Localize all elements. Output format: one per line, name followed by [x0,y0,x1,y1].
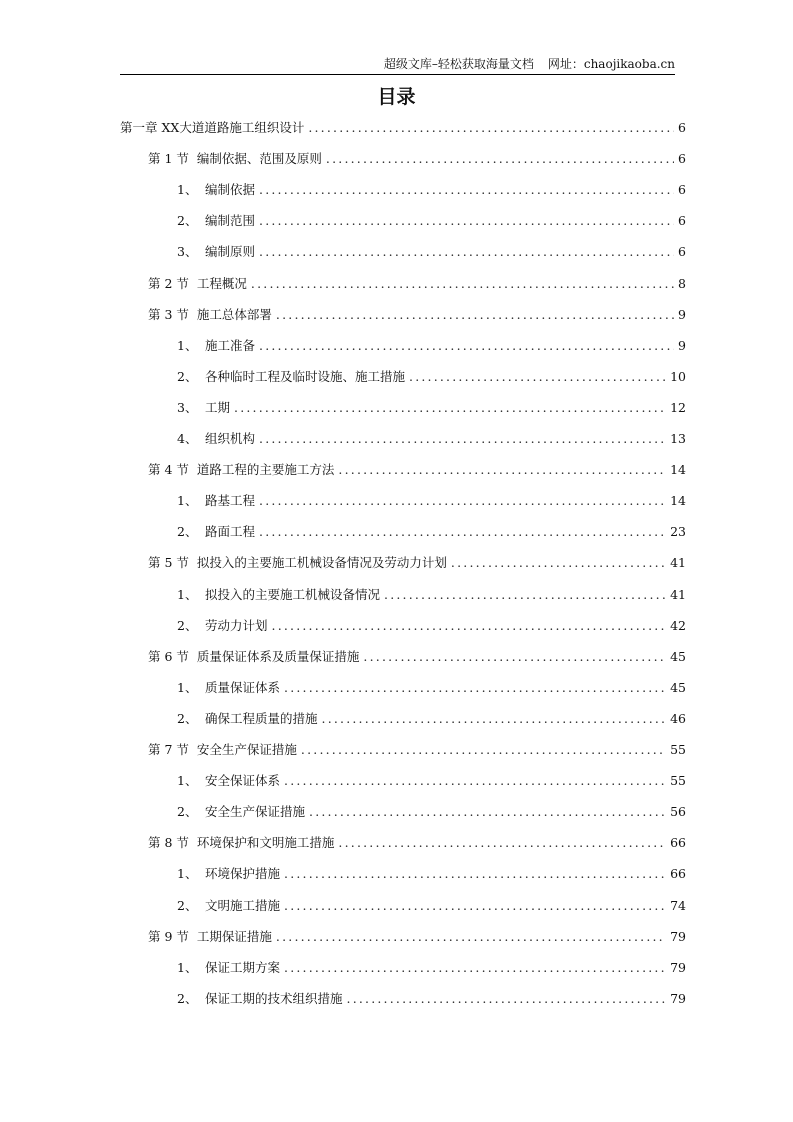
toc-entry-page: 42 [670,617,686,633]
toc-entry[interactable] [148,927,686,947]
toc-entry-title: 安全保证体系 [205,773,281,789]
toc-leader-dots [259,211,674,231]
toc-leader-dots [409,367,666,387]
toc-entry[interactable] [177,678,686,698]
toc-entry-number: 2、 [177,710,198,726]
toc-entry-number: 2、 [177,990,198,1006]
toc-entry-page: 6 [678,182,686,198]
toc-entry[interactable] [177,242,686,262]
toc-entry-page: 45 [670,648,686,664]
toc-entry-number: 2、 [177,213,198,229]
toc-entry-title: 拟投入的主要施工机械设备情况及劳动力计划 [196,555,447,571]
toc-entry[interactable] [177,367,686,387]
toc-entry-number: 第 2 节 [148,275,189,291]
toc-leader-dots [284,896,666,916]
toc-entry-number: 2、 [177,368,198,384]
toc-entry-title: 安全生产保证措施 [205,804,306,820]
toc-leader-dots [301,740,666,760]
toc-entry-page: 6 [678,120,686,135]
toc-leader-dots [259,336,674,356]
toc-entry-page: 45 [670,679,686,695]
toc-leader-dots [259,242,674,262]
toc-entry-number: 第 4 节 [148,462,189,478]
toc-entry-title: 环境保护措施 [205,866,281,882]
toc-entry-page: 55 [670,773,686,789]
toc-entry-page: 9 [678,337,686,353]
toc-entry-number: 1、 [177,337,198,353]
toc-entry-title: 施工准备 [205,337,256,353]
toc-entry[interactable] [177,398,686,418]
toc-entry-number: 1、 [177,182,198,198]
toc-entry-page: 8 [678,275,686,291]
toc-leader-dots [259,522,666,542]
toc-leader-dots [284,958,666,978]
toc-entry-page: 66 [670,835,686,851]
toc-leader-dots [251,274,674,294]
toc-entry-number: 2、 [177,617,198,633]
toc-leader-dots [284,771,666,791]
toc-leader-dots [259,429,666,449]
toc-entry-page: 23 [670,524,686,540]
toc-entry-number: 第一章 [120,120,158,135]
toc-entry[interactable] [148,740,686,760]
toc-entry-title: 路基工程 [205,493,256,509]
toc-entry-title: 工期 [205,399,231,415]
toc-entry[interactable] [177,864,686,884]
toc-entry[interactable] [148,149,686,169]
toc-entry[interactable] [177,989,686,1009]
toc-leader-dots [259,491,666,511]
toc-entry-title: 质量保证体系及质量保证措施 [196,648,360,664]
toc-entry-number: 1、 [177,493,198,509]
toc-entry[interactable] [177,802,686,822]
toc-entry-title: 工程概况 [196,275,247,291]
toc-entry-number: 1、 [177,959,198,975]
toc-entry-title: 安全生产保证措施 [196,742,297,757]
toc-leader-dots [338,460,666,480]
toc-entry[interactable] [148,833,686,853]
toc-entry-page: 6 [678,151,686,167]
toc-entry-title: 道路工程的主要施工方法 [196,462,335,478]
toc-entry[interactable] [148,460,686,480]
toc-leader-dots [284,864,666,884]
toc-entry-number: 2、 [177,524,198,540]
toc-entry-number: 第 6 节 [148,648,189,664]
page-title: 目录 [377,86,416,108]
toc-entry-number: 第 9 节 [148,928,189,944]
toc-entry-page: 41 [670,555,686,571]
toc-entry-title: 编制依据 [205,182,256,198]
toc-entry-page: 46 [670,710,686,726]
toc-entry-page: 10 [670,368,686,384]
toc-entry-number: 第 1 节 [148,151,189,167]
toc-leader-dots [234,398,666,418]
toc-entry-number: 第 7 节 [148,742,189,757]
toc-entry[interactable] [177,491,686,511]
toc-entry-number: 1、 [177,679,198,695]
toc-entry-page: 56 [670,804,686,820]
toc-entry[interactable] [177,585,686,605]
toc-entry-number: 4、 [177,431,198,446]
toc-entry[interactable] [177,958,686,978]
toc-entry-title: XX大道道路施工组织设计 [161,120,305,135]
toc-entry[interactable] [177,709,686,729]
toc-entry[interactable] [177,429,686,449]
toc-entry-title: 劳动力计划 [205,617,268,633]
toc-entry[interactable] [177,616,686,636]
toc-leader-dots [309,802,666,822]
toc-entry-page: 79 [670,928,686,944]
toc-entry[interactable] [177,180,686,200]
toc-entry-page: 66 [670,866,686,882]
toc-entry-number: 第 8 节 [148,835,189,851]
toc-entry-page: 55 [670,742,686,757]
toc-entry-title: 保证工期方案 [205,959,281,975]
toc-entry-title: 施工总体部署 [196,306,272,322]
toc-entry-page: 6 [678,244,686,260]
toc-entry-title: 环境保护和文明施工措施 [196,835,335,851]
toc-entry[interactable] [177,771,686,791]
toc-entry-title: 编制范围 [205,213,256,229]
toc-entry-title: 确保工程质量的措施 [205,710,318,726]
toc-leader-dots [338,833,666,853]
toc-entry-number: 1、 [177,586,198,602]
toc-entry[interactable] [120,118,686,138]
toc-leader-dots [363,647,666,667]
page-header [120,56,675,75]
toc-leader-dots [272,616,667,636]
toc-entry-number: 2、 [177,804,198,820]
toc-leader-dots [276,305,674,325]
header-url: 网址：chaojikaoba.cn [547,57,675,71]
toc-entry-title: 路面工程 [205,524,256,540]
toc-entry-page: 13 [670,431,686,446]
toc-entry-page: 9 [678,306,686,322]
toc-entry-title: 工期保证措施 [196,928,272,944]
toc-leader-dots [276,927,666,947]
toc-leader-dots [451,553,666,573]
toc-leader-dots [259,180,674,200]
toc-entry-page: 14 [670,462,686,478]
toc-entry[interactable] [148,305,686,325]
toc-entry-number: 第 5 节 [148,555,189,571]
toc-entry[interactable] [177,211,686,231]
toc-entry-title: 编制依据、范围及原则 [196,151,322,167]
toc-entry-page: 79 [670,959,686,975]
toc-entry[interactable] [148,274,686,294]
toc-leader-dots [347,989,667,1009]
toc-leader-dots [326,149,674,169]
toc-leader-dots [308,118,674,138]
toc-entry[interactable] [177,336,686,356]
toc-entry-number: 3、 [177,244,198,260]
toc-entry-page: 74 [670,897,686,913]
toc-entry-page: 14 [670,493,686,509]
toc-entry[interactable] [177,522,686,542]
toc-entry-page: 6 [678,213,686,229]
toc-entry-number: 1、 [177,773,198,789]
toc-entry-title: 质量保证体系 [205,679,281,695]
header-site-name: 超级文库–轻松获取海量文档 [383,57,534,71]
toc-entry-page: 79 [670,990,686,1006]
toc-entry[interactable] [148,647,686,667]
toc-leader-dots [322,709,667,729]
toc-entry-title: 组织机构 [205,431,256,446]
toc-entry-number: 第 3 节 [148,306,189,322]
toc-entry-number: 2、 [177,897,198,913]
toc-entry-title: 各种临时工程及临时设施、施工措施 [205,368,406,384]
toc-entry-page: 41 [670,586,686,602]
toc-entry[interactable] [177,896,686,916]
toc-entry-title: 文明施工措施 [205,897,281,913]
toc-entry-number: 3、 [177,399,198,415]
toc-leader-dots [284,678,666,698]
toc-entry-page: 12 [670,399,686,415]
toc-entry-title: 保证工期的技术组织措施 [205,990,343,1006]
toc-entry-title: 编制原则 [205,244,256,260]
toc-entry[interactable] [148,553,686,573]
toc-entry-title: 拟投入的主要施工机械设备情况 [205,586,381,602]
toc-leader-dots [384,585,666,605]
toc-entry-number: 1、 [177,866,198,882]
